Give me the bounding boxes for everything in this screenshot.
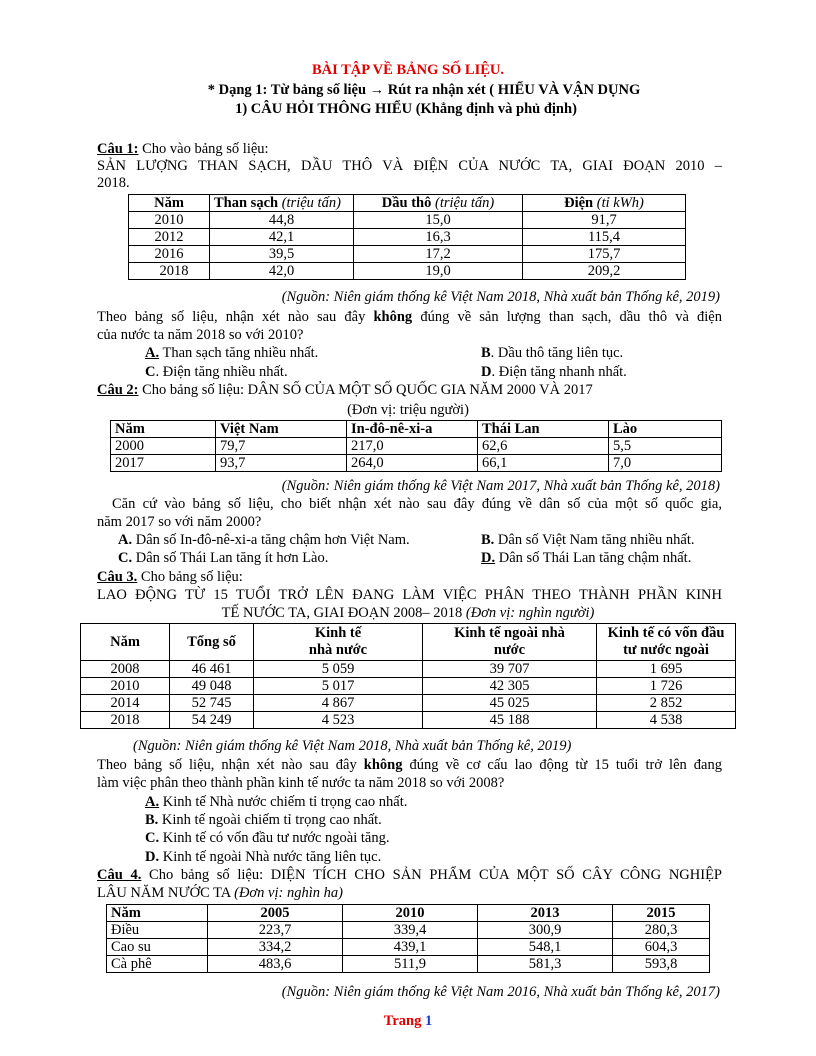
table-cell: 300,9 <box>478 922 613 939</box>
q2-question-2: năm 2017 so với năm 2000? <box>97 514 262 530</box>
q2-question: Căn cứ vào bảng số liệu, cho biết nhận xét nào sau đây đúng về dân số của một số quốc gia, <box>112 496 722 512</box>
table-header-cell: Kinh tế nhà nước <box>254 624 423 661</box>
q3-source: (Nguồn: Niên giám thống kê Việt Nam 2018, Nhà xuất bản Thống kê, 2019) <box>133 738 572 754</box>
table-header-cell: 2013 <box>478 905 613 922</box>
table-cell: Cà phê <box>107 956 208 973</box>
q2-intro: Câu 2: Cho bảng số liệu: DÂN SỐ CỦA MỘT SỐ QUỐC GIA NĂM 2000 VÀ 2017 <box>97 382 593 398</box>
table-cell: 334,2 <box>208 939 343 956</box>
q3-label: Câu 3. <box>97 569 138 585</box>
q3-heading-2: TẾ NƯỚC TA, GIAI ĐOẠN 2008– 2018 (Đơn vị: nghìn người) <box>221 605 595 621</box>
table-row <box>111 438 722 455</box>
q4-label: Câu 4. <box>97 867 142 883</box>
q1-heading: SẢN LƯỢNG THAN SẠCH, DẦU THÔ VÀ ĐIỆN CỦA NƯỚC TA, GIAI ĐOẠN 2010 – <box>97 158 722 174</box>
q4-intro: Câu 4. Cho bảng số liệu: DIỆN TÍCH CHO SẢN PHẨM CỦA MỘT SỐ CÂY CÔNG NGHIỆP <box>97 867 723 883</box>
table-cell: 19,0 <box>354 263 523 280</box>
table-row <box>129 229 686 246</box>
q1-table <box>128 194 686 280</box>
table-cell: 115,4 <box>523 229 686 246</box>
table-cell: 223,7 <box>208 922 343 939</box>
table-cell: 5 059 <box>254 661 423 678</box>
table-cell: 2010 <box>129 212 210 229</box>
table-header-cell: Lào <box>609 421 722 438</box>
table-cell: 2008 <box>81 661 170 678</box>
table-header-cell: Kinh tế có vốn đầu tư nước ngoài <box>597 624 736 661</box>
q2-option-a[interactable]: A. Dân số In-đô-nê-xi-a tăng chậm hơn Việt Nam. <box>118 532 410 548</box>
table-row <box>129 246 686 263</box>
table-cell: 339,4 <box>343 922 478 939</box>
q3-question-2: làm việc phân theo thành phần kinh tế nước ta năm 2018 so với 2008? <box>97 775 505 791</box>
table-header-cell: Kinh tế ngoài nhà nước <box>423 624 597 661</box>
table-cell: 264,0 <box>347 455 478 472</box>
table-row <box>107 956 710 973</box>
table-header-cell: 2015 <box>613 905 710 922</box>
q3-heading: LAO ĐỘNG TỪ 15 TUỔI TRỞ LÊN ĐANG LÀM VIỆC PHÂN THEO THÀNH PHẦN KINH <box>97 587 722 603</box>
q2-source: (Nguồn: Niên giám thống kê Việt Nam 2017, Nhà xuất bản Thống kê, 2018) <box>281 478 720 494</box>
q3-option-a[interactable]: A. Kinh tế Nhà nước chiếm tỉ trọng cao nhất. <box>145 794 408 810</box>
table-cell: 2000 <box>111 438 216 455</box>
table-cell: 5,5 <box>609 438 722 455</box>
table-cell: 2017 <box>111 455 216 472</box>
table-cell: 548,1 <box>478 939 613 956</box>
q1-label: Câu 1: <box>97 141 139 157</box>
page-label: Trang <box>383 1013 425 1029</box>
table-cell: 2016 <box>129 246 210 263</box>
table-cell: 483,6 <box>208 956 343 973</box>
q4-source: (Nguồn: Niên giám thống kê Việt Nam 2016, Nhà xuất bản Thống kê, 2017) <box>281 984 720 1000</box>
q1-option-c[interactable]: C. Điện tăng nhiều nhất. <box>145 364 288 380</box>
table-cell: 42,1 <box>210 229 354 246</box>
table-cell: 2018 <box>129 263 210 280</box>
table-row <box>81 695 736 712</box>
table-cell: 439,1 <box>343 939 478 956</box>
q4-heading-2: LÂU NĂM NƯỚC TA (Đơn vị: nghìn ha) <box>97 885 343 901</box>
table-cell: 4 523 <box>254 712 423 729</box>
table-row <box>129 212 686 229</box>
table-cell: 217,0 <box>347 438 478 455</box>
q1-option-a[interactable]: A. Than sạch tăng nhiều nhất. <box>145 345 319 361</box>
q1-intro <box>97 141 722 158</box>
table-cell: 91,7 <box>523 212 686 229</box>
table-cell: 54 249 <box>170 712 254 729</box>
table-header-cell: Việt Nam <box>216 421 347 438</box>
table-header-row <box>111 421 722 438</box>
table-cell: 511,9 <box>343 956 478 973</box>
table-header-cell: Than sạch (triệu tấn) <box>210 195 354 212</box>
table-header-cell: Thái Lan <box>478 421 609 438</box>
table-header-cell: Năm <box>129 195 210 212</box>
table-cell: 44,8 <box>210 212 354 229</box>
table-cell: 209,2 <box>523 263 686 280</box>
q1-source: (Nguồn: Niên giám thống kê Việt Nam 2018, Nhà xuất bản Thống kê, 2019) <box>281 289 720 305</box>
q2-unit: (Đơn vị: triệu người) <box>347 402 469 418</box>
table-cell: 604,3 <box>613 939 710 956</box>
table-row <box>129 263 686 280</box>
table-cell: 39 707 <box>423 661 597 678</box>
q1-option-d[interactable]: D. Điện tăng nhanh nhất. <box>481 364 627 380</box>
table-cell: 15,0 <box>354 212 523 229</box>
q2-option-c[interactable]: C. Dân số Thái Lan tăng ít hơn Lào. <box>118 550 329 566</box>
table-cell: 175,7 <box>523 246 686 263</box>
table-cell: 66,1 <box>478 455 609 472</box>
table-row <box>81 661 736 678</box>
table-header-cell: Năm <box>107 905 208 922</box>
table-cell: 2 852 <box>597 695 736 712</box>
q3-option-d[interactable]: D. Kinh tế ngoài Nhà nước tăng liên tục. <box>145 849 382 865</box>
table-header-cell: Năm <box>81 624 170 661</box>
table-header-cell: 2005 <box>208 905 343 922</box>
table-cell: 593,8 <box>613 956 710 973</box>
table-header-cell: Tổng số <box>170 624 254 661</box>
q3-option-c[interactable]: C. Kinh tế có vốn đầu tư nước ngoài tăng. <box>145 830 390 846</box>
table-cell: 581,3 <box>478 956 613 973</box>
table-cell: 4 867 <box>254 695 423 712</box>
table-cell: 7,0 <box>609 455 722 472</box>
table-row <box>111 455 722 472</box>
table-cell: 2012 <box>129 229 210 246</box>
table-cell: 17,2 <box>354 246 523 263</box>
table-header-cell: 2010 <box>343 905 478 922</box>
table-cell: 2018 <box>81 712 170 729</box>
q1-intro-text: Cho vào bảng số liệu: <box>138 141 269 157</box>
table-cell: 42 305 <box>423 678 597 695</box>
q3-table <box>80 623 736 729</box>
table-cell: Cao su <box>107 939 208 956</box>
document-title: BÀI TẬP VỀ BẢNG SỐ LIỆU. <box>311 62 505 78</box>
table-cell: 42,0 <box>210 263 354 280</box>
q2-table <box>110 420 722 472</box>
q3-question: Theo bảng số liệu, nhận xét nào sau đây không đúng về cơ cấu lao động từ 15 tuổi trở lên đang <box>97 757 722 773</box>
page-footer <box>0 1013 816 1030</box>
q2-option-b[interactable]: B. Dân số Việt Nam tăng nhiều nhất. <box>481 532 695 548</box>
table-cell: 93,7 <box>216 455 347 472</box>
table-cell: 62,6 <box>478 438 609 455</box>
table-header-row <box>107 905 710 922</box>
q3-intro: Câu 3. Cho bảng số liệu: <box>97 569 243 585</box>
table-cell: 49 048 <box>170 678 254 695</box>
table-cell: 2014 <box>81 695 170 712</box>
q3-option-b[interactable]: B. Kinh tế ngoài chiếm tỉ trọng cao nhất. <box>145 812 382 828</box>
q2-label: Câu 2: <box>97 382 139 398</box>
q1-question: Theo bảng số liệu, nhận xét nào sau đây không đúng về sản lượng than sạch, dầu thô và điện <box>97 309 722 325</box>
section-heading: 1) CÂU HỎI THÔNG HIỂU (Khẳng định và phủ định) <box>235 101 577 117</box>
table-header-row <box>129 195 686 212</box>
table-cell: 1 695 <box>597 661 736 678</box>
table-cell: 16,3 <box>354 229 523 246</box>
table-header-cell: In-đô-nê-xi-a <box>347 421 478 438</box>
table-row <box>107 939 710 956</box>
table-cell: 1 726 <box>597 678 736 695</box>
table-cell: 280,3 <box>613 922 710 939</box>
q1-option-b[interactable]: B. Dầu thô tăng liên tục. <box>481 345 624 361</box>
table-cell: 46 461 <box>170 661 254 678</box>
table-cell: 39,5 <box>210 246 354 263</box>
table-header-cell: Điện (tỉ kWh) <box>523 195 686 212</box>
q1-heading-2: 2018. <box>97 175 130 191</box>
q1-question-2: của nước ta năm 2018 so với 2010? <box>97 327 304 343</box>
table-row <box>107 922 710 939</box>
page-number: 1 <box>424 1013 433 1029</box>
table-cell: 2010 <box>81 678 170 695</box>
table-header-cell: Năm <box>111 421 216 438</box>
table-cell: 45 188 <box>423 712 597 729</box>
table-cell: 5 017 <box>254 678 423 695</box>
table-row <box>81 712 736 729</box>
table-cell: Điều <box>107 922 208 939</box>
table-header-cell: Dầu thô (triệu tấn) <box>354 195 523 212</box>
table-cell: 4 538 <box>597 712 736 729</box>
q2-option-d[interactable]: D. Dân số Thái Lan tăng chậm nhất. <box>481 550 692 566</box>
table-cell: 52 745 <box>170 695 254 712</box>
document-subtitle: * Dạng 1: Từ bảng số liệu → Rút ra nhận xét ( HIỂU VÀ VẬN DỤNG <box>207 82 641 98</box>
table-cell: 45 025 <box>423 695 597 712</box>
table-header-row <box>81 624 736 661</box>
table-cell: 79,7 <box>216 438 347 455</box>
q4-table <box>106 904 710 973</box>
table-row <box>81 678 736 695</box>
